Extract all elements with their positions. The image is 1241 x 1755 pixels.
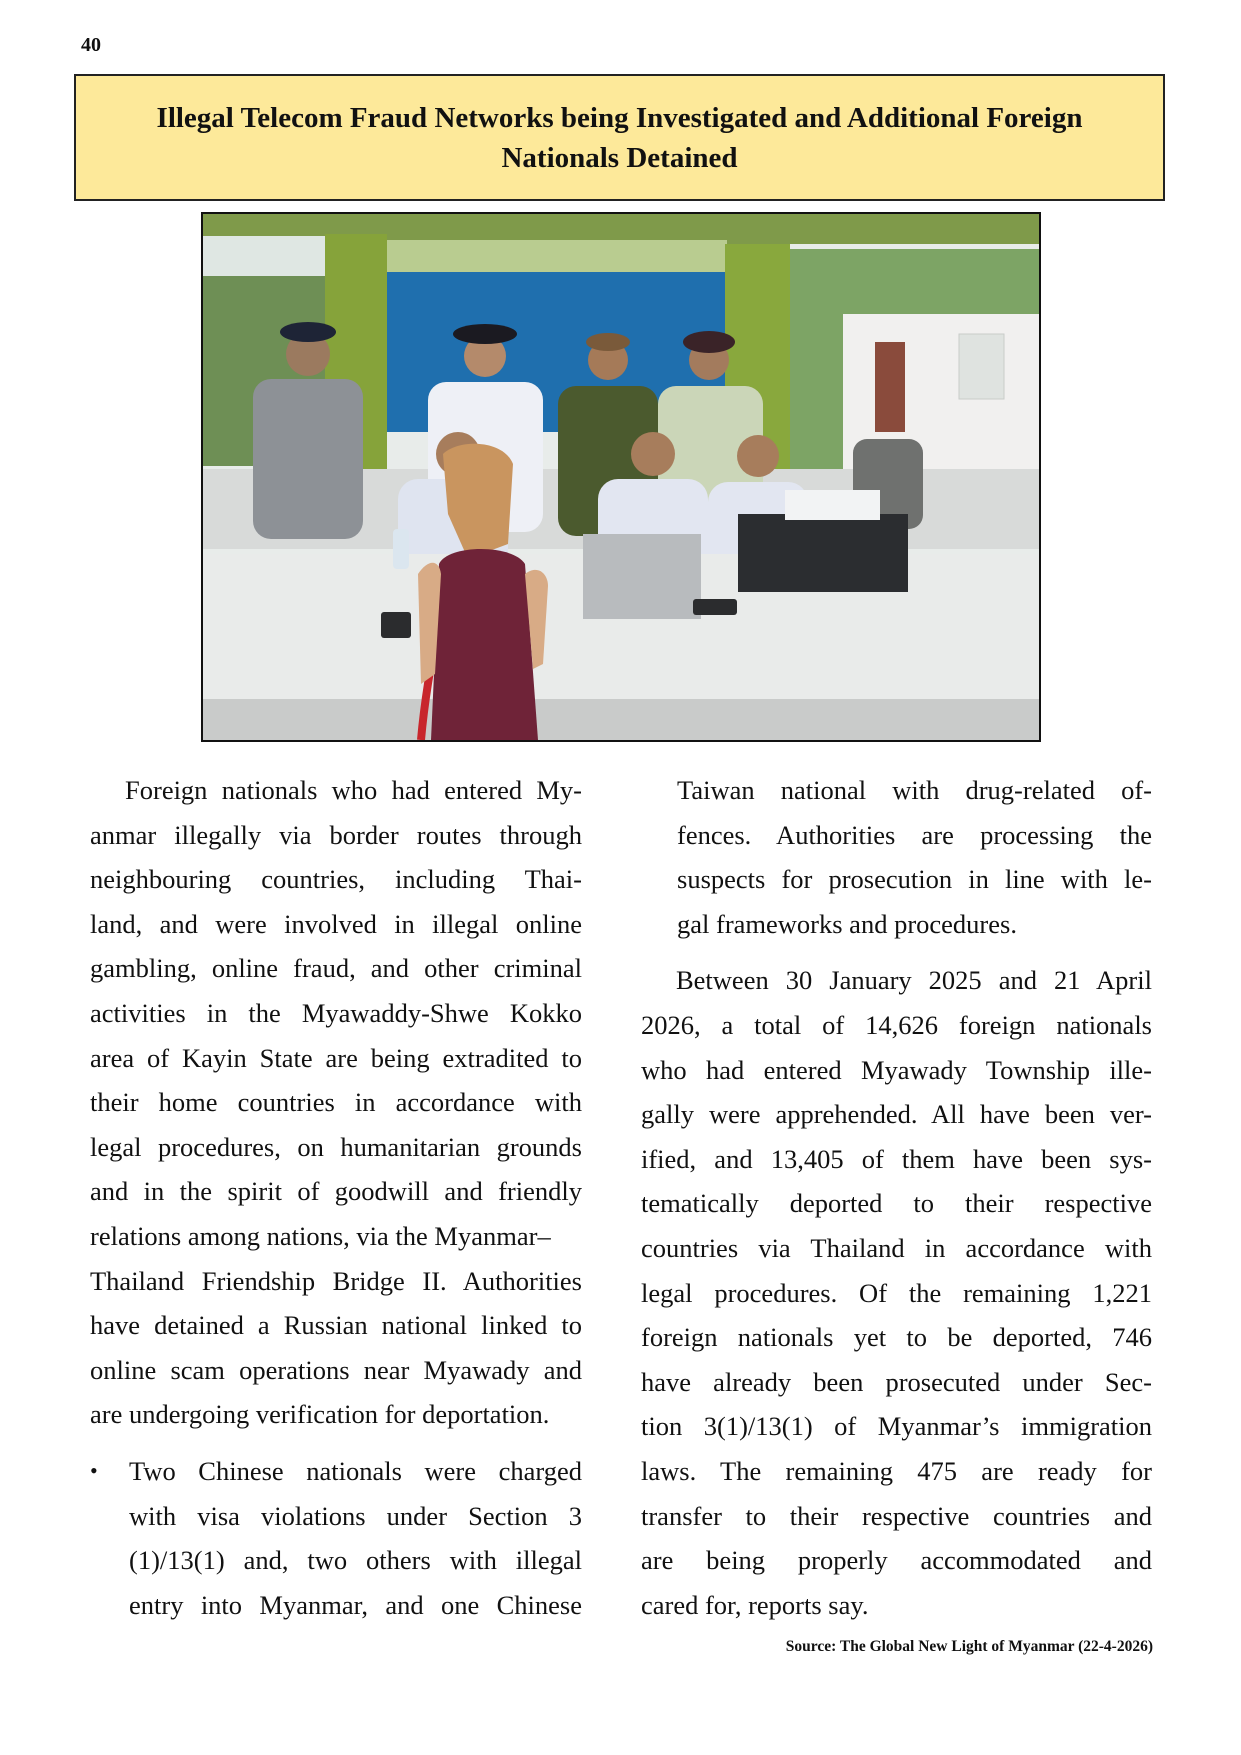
- text-line: have already been prosecuted under Sec-: [641, 1366, 1152, 1397]
- left-column: [90, 768, 582, 1627]
- photo-water-bottle: [393, 529, 409, 569]
- text-line: Thailand Friendship Bridge II. Authorities: [90, 1265, 582, 1296]
- text-line: 2026, a total of 14,626 foreign nationals: [641, 1009, 1152, 1040]
- right-column: [641, 768, 1152, 1627]
- page-number: 40: [81, 34, 101, 56]
- photo-woman-top: [431, 549, 538, 740]
- text-line: are undergoing verification for deportation.: [90, 1399, 550, 1430]
- text-line: gally were apprehended. All have been ver-: [641, 1099, 1152, 1130]
- text-line: transfer to their respective countries and: [641, 1500, 1152, 1531]
- text-line: are being properly accommodated and: [641, 1545, 1152, 1576]
- text-line: land, and were involved in illegal online: [90, 908, 582, 939]
- text-line: and in the spirit of goodwill and friendly: [90, 1176, 582, 1207]
- text-line: cared for, reports say.: [641, 1589, 869, 1620]
- text-line: neighbouring countries, including Thai-: [90, 864, 582, 895]
- text-line: tematically deported to their respective: [641, 1188, 1152, 1219]
- photo-image: [203, 214, 1039, 740]
- text-line: who had entered Myawady Township ille-: [641, 1054, 1152, 1085]
- text-line: Taiwan national with drug-related of-: [677, 775, 1152, 805]
- bullet-icon: •: [90, 1457, 98, 1483]
- paragraph-1: [90, 768, 582, 1437]
- photo-officer-grey: [253, 379, 363, 539]
- text-line: gambling, online fraud, and other criminal: [90, 953, 582, 984]
- text-line: (1)/13(1) and, two others with illegal: [129, 1545, 582, 1576]
- text-line: legal procedures, on humanitarian grounds: [90, 1131, 582, 1162]
- text-line: relations among nations, via the Myanmar–: [90, 1220, 551, 1251]
- headline-line-1: Illegal Telecom Fraud Networks being Investigated and Additional Foreign: [156, 101, 1083, 134]
- text-line: activities in the Myawaddy-Shwe Kokko: [90, 997, 582, 1028]
- paragraph-2: [641, 958, 1152, 1627]
- text-line: online scam operations near Myawady and: [90, 1354, 582, 1385]
- text-line: fences. Authorities are processing the: [677, 819, 1152, 850]
- text-line: with visa violations under Section 3: [129, 1500, 582, 1531]
- photo-phone-1: [381, 612, 411, 638]
- bullet-continuation: [641, 768, 1152, 946]
- source-credit: Source: The Global New Light of Myanmar (22-4-2026): [785, 1638, 1153, 1655]
- text-line: ified, and 13,405 of them have been sys-: [641, 1143, 1152, 1174]
- text-line: suspects for prosecution in line with le-: [677, 864, 1152, 895]
- headline: [117, 98, 1123, 178]
- news-photo: [201, 212, 1041, 742]
- text-line: tion 3(1)/13(1) of Myanmar’s immigration: [641, 1411, 1152, 1442]
- text-line: Two Chinese nationals were charged: [129, 1455, 582, 1486]
- photo-printer: [738, 514, 908, 592]
- text-line: gal frameworks and procedures.: [677, 908, 1017, 939]
- text-line: Foreign nationals who had entered My-: [125, 775, 582, 805]
- text-line: their home countries in accordance with: [90, 1087, 582, 1118]
- text-line: legal procedures. Of the remaining 1,221: [641, 1277, 1152, 1308]
- text-line: area of Kayin State are being extradited to: [90, 1042, 582, 1073]
- text-line: countries via Thailand in accordance with: [641, 1232, 1152, 1263]
- bullet-item: [90, 1449, 582, 1627]
- text-line: entry into Myanmar, and one Chinese: [129, 1589, 582, 1620]
- text-line: have detained a Russian national linked to: [90, 1310, 582, 1341]
- photo-laptop: [583, 534, 701, 619]
- headline-line-2: Nationals Detained: [501, 141, 738, 174]
- text-line: Between 30 January 2025 and 21 April: [676, 965, 1152, 996]
- text-line: laws. The remaining 475 are ready for: [641, 1455, 1152, 1486]
- photo-door: [875, 342, 905, 432]
- text-line: anmar illegally via border routes through: [90, 819, 582, 850]
- text-line: foreign nationals yet to be deported, 746: [641, 1322, 1152, 1353]
- photo-phone-2: [693, 599, 737, 615]
- headline-box: [74, 74, 1165, 201]
- photo-window: [959, 334, 1004, 399]
